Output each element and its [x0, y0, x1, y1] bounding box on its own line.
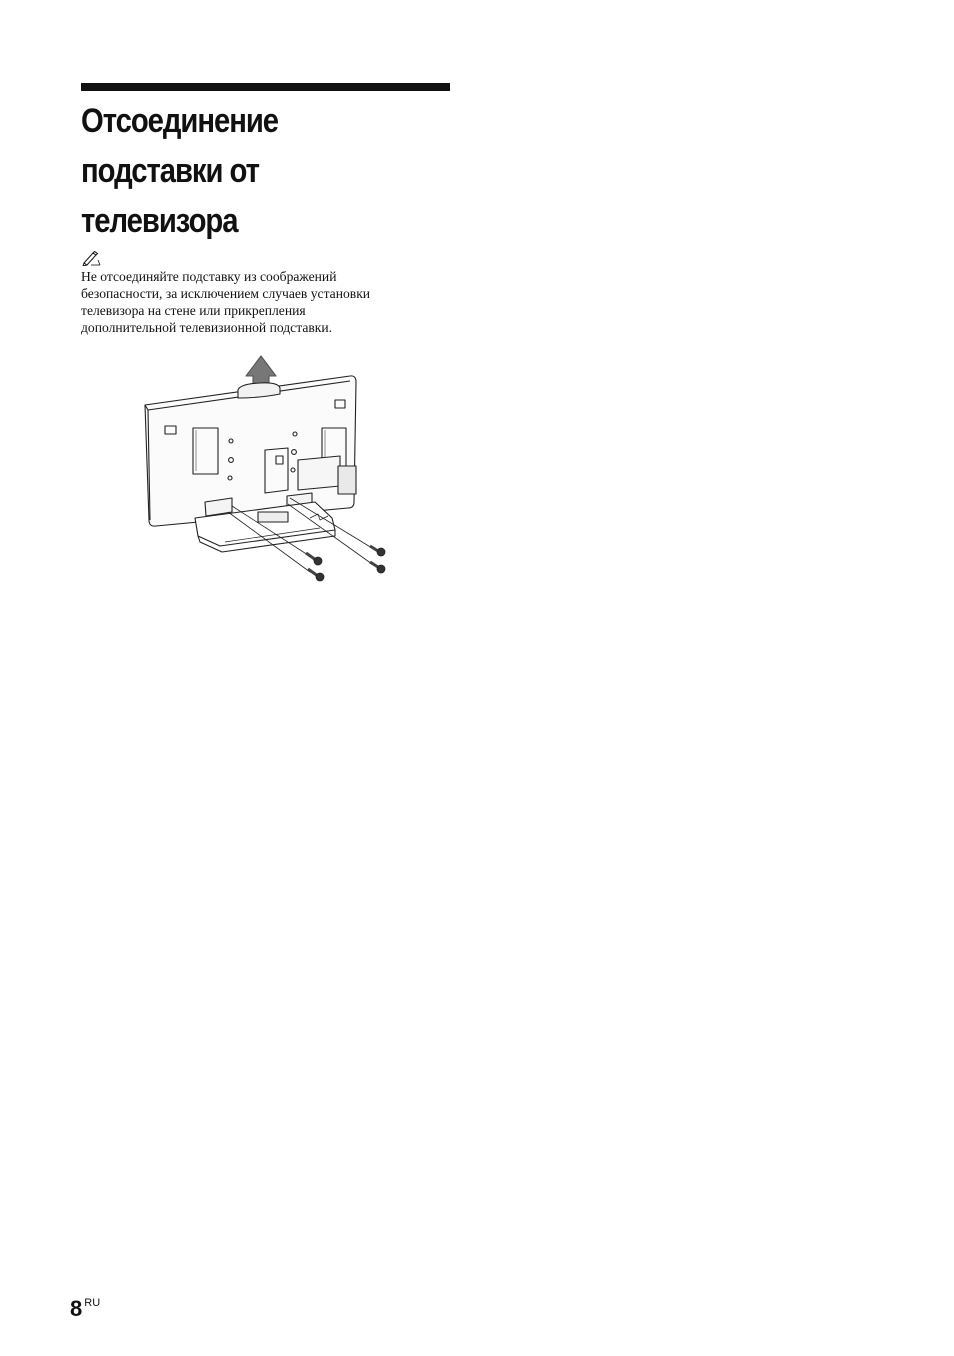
- screw-icon: [306, 546, 385, 581]
- tv-stand-removal-illustration: [140, 350, 390, 585]
- page-number: 8: [70, 1296, 83, 1321]
- note-text: Не отсоединяйте подставку из соображений безопасности, за исключением случаев установки телевизора на стене или прикрепления дополнительной телевизионной подставки.: [81, 269, 371, 335]
- section-rule: [81, 83, 450, 91]
- page-title: Отсоединение подставки от телевизора: [81, 102, 279, 240]
- pencil-note-icon: [81, 250, 101, 266]
- page-language: RU: [84, 1297, 101, 1309]
- tv-back-panel: [145, 376, 356, 526]
- page-footer: [70, 1296, 100, 1326]
